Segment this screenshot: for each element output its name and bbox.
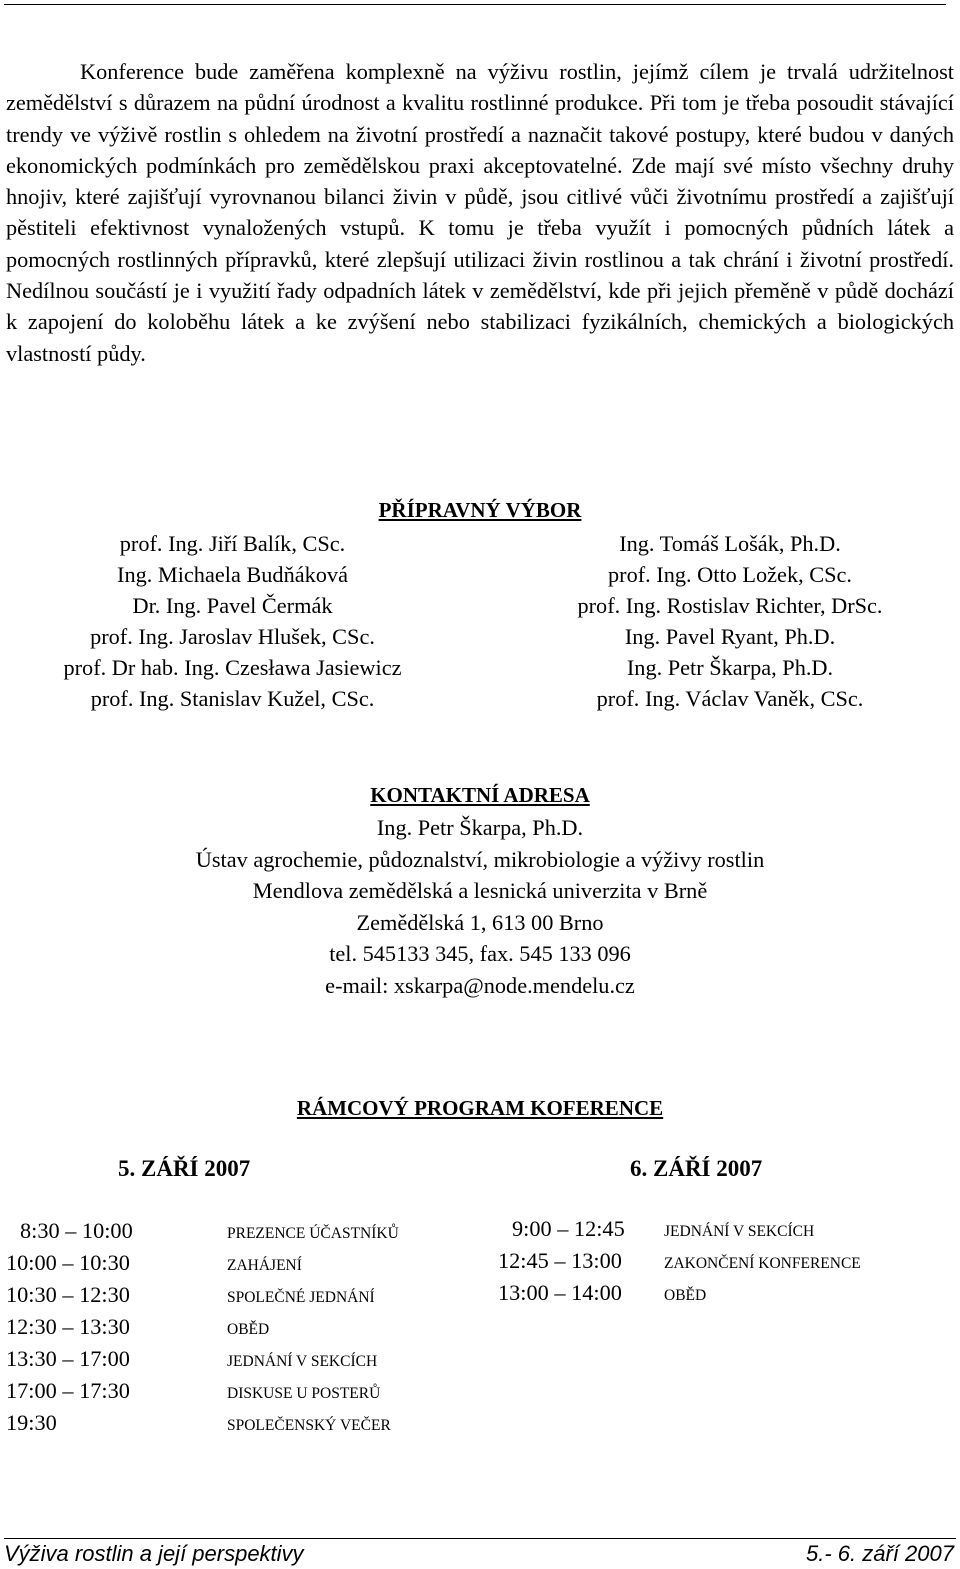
- schedule-time: 10:00 – 10:30: [6, 1250, 130, 1275]
- footer-rule: [4, 1538, 956, 1539]
- contact-block: [0, 812, 960, 1001]
- committee-member: Dr. Ing. Pavel Čermák: [132, 593, 333, 618]
- committee-left-column: [0, 528, 465, 714]
- contact-phone: tel. 545133 345, fax. 545 133 096: [329, 941, 631, 966]
- schedule-time: 13:00 – 14:00: [498, 1280, 622, 1305]
- contact-university: Mendlova zemědělská a lesnická univerzita v Brně: [252, 878, 708, 903]
- day2-heading: 6. ZÁŘÍ 2007: [630, 1156, 763, 1181]
- committee-member: prof. Ing. Rostislav Richter, DrSc.: [577, 593, 883, 618]
- contact-department: Ústav agrochemie, půdoznalství, mikrobiologie a výživy rostlin: [195, 846, 765, 872]
- schedule-row: [6, 1216, 399, 1248]
- committee-member: prof. Ing. Jaroslav Hlušek, CSc.: [90, 624, 375, 649]
- committee-right-column: [480, 528, 960, 714]
- schedule-time: 13:30 – 17:00: [6, 1346, 130, 1371]
- schedule-label: DISKUSE U POSTERŮ: [227, 1385, 381, 1402]
- committee-member: prof. Ing. Václav Vaněk, CSc.: [596, 686, 864, 711]
- committee-member: prof. Ing. Stanislav Kužel, CSc.: [90, 686, 375, 711]
- contact-address: Zemědělská 1, 613 00 Brno: [356, 909, 604, 935]
- schedule-row: [498, 1278, 861, 1310]
- schedule-time: 10:30 – 12:30: [6, 1282, 130, 1307]
- committee-member: Ing. Tomáš Lošák, Ph.D.: [619, 531, 841, 556]
- schedule-time: 9:00 – 12:45: [512, 1216, 625, 1241]
- committee-member: prof. Ing. Otto Ložek, CSc.: [608, 562, 852, 587]
- schedule-row: [6, 1344, 399, 1376]
- schedule-row: [498, 1214, 861, 1246]
- schedule-row: [6, 1408, 399, 1440]
- schedule-label: OBĚD: [664, 1287, 707, 1304]
- schedule-time: 17:00 – 17:30: [6, 1378, 130, 1403]
- schedule-time: 12:30 – 13:30: [6, 1314, 130, 1339]
- schedule-row: [498, 1246, 861, 1278]
- committee-member: Ing. Pavel Ryant, Ph.D.: [624, 624, 836, 649]
- committee-member: Ing. Michaela Budňáková: [117, 562, 348, 587]
- schedule-label: SPOLEČENSKÝ VEČER: [227, 1417, 391, 1434]
- schedule-label: PREZENCE ÚČASTNÍKŮ: [227, 1225, 399, 1242]
- top-rule: [4, 4, 946, 5]
- footer-date: 5.- 6. září 2007: [806, 1541, 954, 1566]
- schedule-time: 8:30 – 10:00: [20, 1218, 133, 1243]
- schedule-label: OBĚD: [227, 1321, 270, 1338]
- schedule-label: JEDNÁNÍ V SEKCÍCH: [227, 1353, 378, 1370]
- schedule-row: [6, 1280, 399, 1312]
- committee-member: prof. Dr hab. Ing. Czesława Jasiewicz: [63, 655, 402, 680]
- committee-member: Ing. Petr Škarpa, Ph.D.: [626, 655, 834, 680]
- intro-paragraph: Konference bude zaměřena komplexně na výživu rostlin, jejímž cílem je trvalá udržitelnost zemědělství s důrazem na půdní úrodnost a kvalitu rostlinné produkce. Při tom je třeba posoudit stávající trendy ve výživě rostlin s ohledem na životní prostředí a naznačit takové postupy, které budou v daných ekonomických podmínkách pro zemědělskou praxi akceptovatelné. Zde mají své místo všechny druhy hnojiv, které zajišťují vyrovnanou bilanci živin v půdě, jsou citlivé vůči životnímu prostředí a zajišťují pěstiteli efektivnost vynaložených vstupů. K tomu je třeba využít i pomocných půdních látek a pomocných rostlinných přípravků, které zlepšují utilizaci živin rostlinou a tak chrání i životní prostředí. Nedílnou součástí je i využití řady odpadních látek v zemědělství, kde při jejich přeměně v půdě dochází k zapojení do koloběhu látek a ke zvýšení nebo stabilizaci fyzikálních, chemických a biologických vlastností půdy.: [6, 59, 954, 366]
- day2-schedule: [498, 1214, 861, 1310]
- contact-email: e-mail: xskarpa@node.mendelu.cz: [325, 972, 635, 998]
- committee-member: prof. Ing. Jiří Balík, CSc.: [119, 531, 346, 556]
- day1-schedule: [6, 1216, 399, 1440]
- footer-title: Výživa rostlin a její perspektivy: [4, 1541, 304, 1566]
- schedule-row: [6, 1376, 399, 1408]
- schedule-label: ZAKONČENÍ KONFERENCE: [664, 1255, 861, 1272]
- schedule-row: [6, 1312, 399, 1344]
- program-heading: RÁMCOVÝ PROGRAM KOFERENCE: [296, 1096, 664, 1120]
- schedule-row: [6, 1248, 399, 1280]
- schedule-label: JEDNÁNÍ V SEKCÍCH: [664, 1223, 815, 1240]
- contact-heading: KONTAKTNÍ ADRESA: [370, 783, 590, 807]
- committee-heading: PŘÍPRAVNÝ VÝBOR: [378, 498, 582, 522]
- schedule-label: SPOLEČNÉ JEDNÁNÍ: [227, 1289, 375, 1306]
- schedule-label: ZAHÁJENÍ: [227, 1257, 302, 1274]
- day1-heading: 5. ZÁŘÍ 2007: [118, 1156, 251, 1181]
- schedule-time: 19:30: [6, 1410, 57, 1435]
- contact-name: Ing. Petr Škarpa, Ph.D.: [376, 815, 584, 840]
- schedule-time: 12:45 – 13:00: [498, 1248, 622, 1273]
